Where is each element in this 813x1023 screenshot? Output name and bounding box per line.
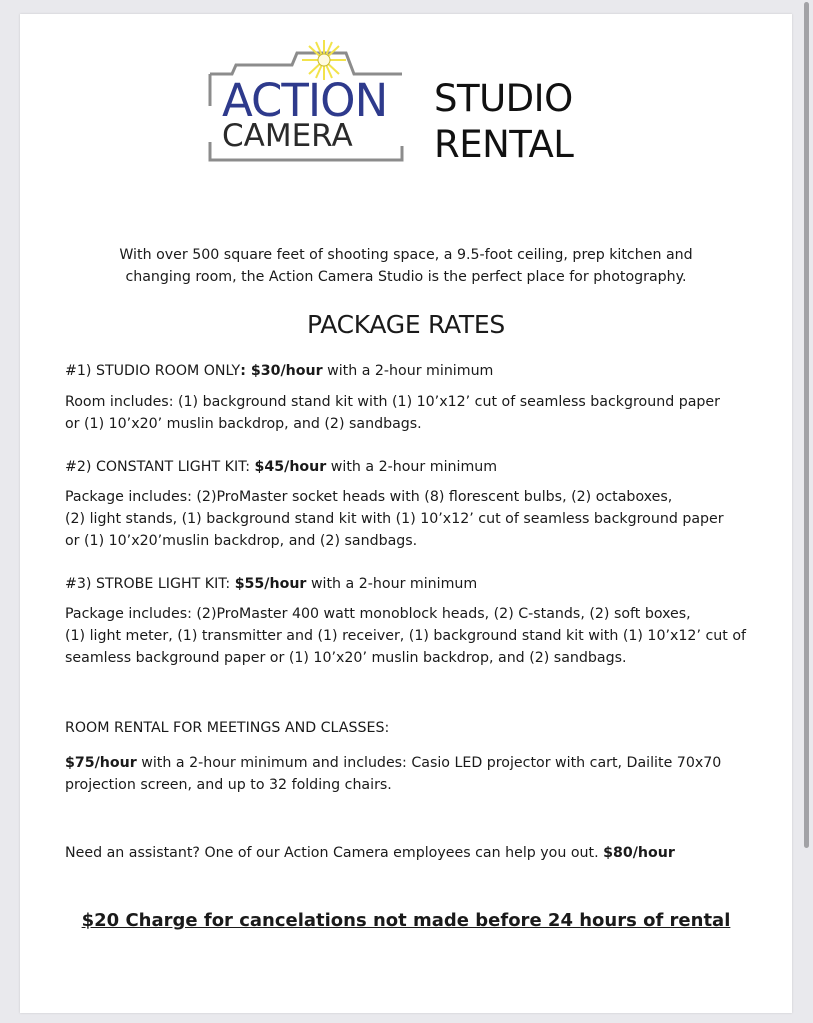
assistant-price: $80/hour (603, 845, 675, 861)
package-1-minimum: with a 2-hour minimum (322, 363, 494, 379)
document-page (20, 14, 792, 1013)
cancellation-notice: $20 Charge for cancelations not made before 24 hours of rental (81, 910, 731, 931)
meetings-line-1-text: with a 2-hour minimum and includes: Casio LED projector with cart, Dailite 70x70 (136, 755, 722, 771)
package-3-title (65, 573, 765, 595)
meetings-heading: ROOM RENTAL FOR MEETINGS AND CLASSES: (65, 720, 390, 736)
package-2-line-1: Package includes: (2)ProMaster socket heads with (8) florescent bulbs, (2) octaboxes, (65, 489, 673, 505)
action-camera-logo (206, 34, 406, 164)
package-2-line-2: (2) light stands, (1) background stand kit with (1) 10’x12’ cut of seamless background paper (65, 511, 724, 527)
intro-line-1: With over 500 square feet of shooting space, a 9.5-foot ceiling, prep kitchen and (119, 247, 693, 263)
package-1-line-2: or (1) 10’x20’ muslin backdrop, and (2) sandbags. (65, 416, 422, 432)
package-3-description (65, 603, 765, 669)
package-3-minimum: with a 2-hour minimum (306, 576, 478, 592)
package-1-price: : $30/hour (240, 363, 323, 379)
logo-action-text: ACTION (222, 74, 388, 127)
package-3-name: #3) STROBE LIGHT KIT: (65, 576, 235, 592)
package-2-price: $45/hour (254, 459, 327, 475)
package-1-description (65, 391, 765, 435)
meetings-price: $75/hour (65, 755, 137, 771)
package-2-name: #2) CONSTANT LIGHT KIT: (65, 459, 255, 475)
intro-paragraph (80, 244, 732, 288)
package-3-line-2: (1) light meter, (1) transmitter and (1) receiver, (1) background stand kit with (1) 10’x12’ cut of (65, 628, 746, 644)
package-1-title (65, 360, 765, 382)
meetings-line-1 (65, 752, 765, 774)
package-rates-heading: PACKAGE RATES (307, 310, 505, 339)
package-3-price: $55/hour (234, 576, 307, 592)
intro-line-2: changing room, the Action Camera Studio is the perfect place for photography. (125, 269, 687, 285)
assistant-text: Need an assistant? One of our Action Camera employees can help you out. (65, 845, 604, 861)
package-2-description (65, 486, 765, 552)
package-2-minimum: with a 2-hour minimum (326, 459, 498, 475)
package-1-name: #1) STUDIO ROOM ONLY (65, 363, 241, 379)
meetings-line-2: projection screen, and up to 32 folding chairs. (65, 777, 392, 793)
assistant-line (65, 842, 765, 864)
package-3-line-1: Package includes: (2)ProMaster 400 watt monoblock heads, (2) C-stands, (2) soft boxes, (65, 606, 691, 622)
package-2-title (65, 456, 765, 478)
title-line-1: STUDIO (434, 77, 573, 120)
title-line-2: RENTAL (434, 123, 574, 166)
package-3-line-3: seamless background paper or (1) 10’x20’ muslin backdrop, and (2) sandbags. (65, 650, 627, 666)
meetings-description (65, 752, 765, 796)
studio-rental-title (434, 76, 573, 168)
vertical-scrollbar[interactable] (804, 2, 809, 848)
package-1-line-1: Room includes: (1) background stand kit with (1) 10’x12’ cut of seamless background paper (65, 394, 720, 410)
logo-camera-text: CAMERA (222, 118, 353, 154)
package-2-line-3: or (1) 10’x20’muslin backdrop, and (2) sandbags. (65, 533, 418, 549)
